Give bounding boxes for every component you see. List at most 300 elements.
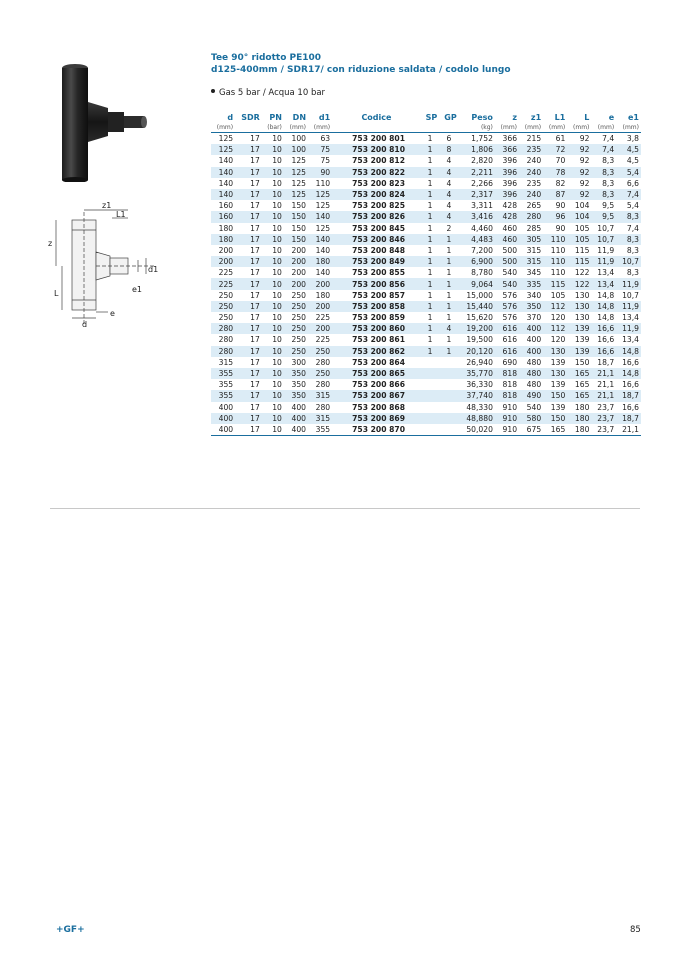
column-unit: (mm) (284, 123, 308, 133)
table-cell: 1 (427, 156, 433, 166)
table-cell: 753 200 849 (332, 256, 421, 267)
table-row (211, 323, 641, 334)
product-photo (50, 62, 160, 182)
technical-drawing (46, 200, 176, 330)
column-unit: (bar) (262, 123, 284, 133)
table-cell: 1 (421, 256, 440, 267)
table-cell: 20,120 (459, 346, 495, 357)
table-cell: 8,3 (602, 178, 615, 188)
table-cell: 200 (291, 268, 307, 278)
table-cell: 1 (446, 245, 452, 255)
table-cell: 340 (526, 290, 542, 300)
table-cell: 150 (284, 234, 308, 245)
table-cell: 350 (519, 301, 543, 312)
table-cell: 16,6 (622, 380, 639, 390)
table-cell: 17 (235, 234, 262, 245)
table-cell: 110 (543, 234, 567, 245)
table-cell: 10 (272, 268, 282, 278)
table-cell: 305 (519, 234, 543, 245)
table-cell: 180 (308, 256, 332, 267)
title-block (211, 52, 511, 76)
table-cell: 4,460 (471, 223, 493, 233)
table-cell: 280 (211, 346, 235, 357)
table-cell: 753 200 825 (352, 201, 405, 211)
table-cell: 75 (320, 156, 331, 166)
column-unit (439, 123, 458, 133)
column-unit: (mm) (591, 123, 616, 133)
table-cell: 139 (550, 357, 566, 367)
table-cell: 125 (284, 167, 308, 178)
table-cell: 200 (308, 278, 332, 289)
table-cell: 540 (502, 268, 518, 278)
table-cell: 335 (519, 278, 543, 289)
table-cell: 17 (250, 223, 260, 233)
table-cell: 345 (526, 268, 542, 278)
table-cell: 92 (579, 156, 590, 166)
label-z: z (48, 239, 53, 248)
table-cell: 139 (567, 323, 591, 334)
table-cell: 753 200 865 (332, 368, 421, 379)
table-cell: 6,6 (626, 178, 639, 188)
table-cell: 125 (315, 223, 331, 233)
table-cell: 200 (284, 278, 308, 289)
table-body (211, 133, 641, 436)
table-cell: 10 (272, 402, 282, 412)
column-header: d1 (318, 113, 331, 122)
pressure-note-text: Gas 5 bar / Acqua 10 bar (219, 88, 326, 98)
table-cell: 4,5 (626, 156, 639, 166)
table-row (211, 357, 641, 368)
table-cell: 23,7 (591, 413, 616, 424)
table-cell: 235 (526, 178, 542, 188)
table-cell: 200 (218, 245, 234, 255)
table-cell: 250 (211, 301, 235, 312)
table-cell: 400 (291, 402, 307, 412)
table-cell: 1 (439, 346, 458, 357)
label-e1: e1 (132, 285, 143, 294)
table-cell: 753 200 862 (332, 346, 421, 357)
table-cell: 10 (262, 413, 284, 424)
table-cell: 753 200 846 (332, 234, 421, 245)
table-cell: 480 (526, 380, 542, 390)
table-cell: 7,4 (616, 189, 641, 200)
table-row (211, 133, 641, 145)
table-row (211, 301, 641, 312)
table-row (211, 178, 641, 189)
table-cell: 355 (211, 368, 235, 379)
table-row (211, 278, 641, 289)
table-cell: 280 (315, 402, 331, 412)
table-cell: 1 (421, 234, 440, 245)
pressure-note (211, 88, 325, 98)
table-cell: 753 200 867 (332, 390, 421, 401)
table-cell: 8,3 (616, 211, 641, 222)
table-cell: 7,4 (602, 134, 615, 144)
table-cell: 1 (421, 323, 440, 334)
table-cell: 140 (308, 234, 332, 245)
table-cell: 100 (284, 144, 308, 155)
table-cell: 115 (574, 245, 590, 255)
table-row (211, 334, 641, 345)
table-cell: 92 (567, 189, 591, 200)
table-cell: 26,940 (466, 357, 493, 367)
table-cell: 165 (567, 368, 591, 379)
table-cell: 140 (308, 211, 332, 222)
table-cell: 90 (555, 201, 566, 211)
table-cell: 61 (555, 134, 566, 144)
table-cell: 1 (439, 278, 458, 289)
table-cell: 16,6 (622, 402, 639, 412)
table-cell: 6,900 (459, 256, 495, 267)
table-cell: 200 (291, 245, 307, 255)
table-cell: 180 (315, 290, 331, 300)
table-cell: 3,416 (459, 211, 495, 222)
table-cell: 115 (567, 256, 591, 267)
table-cell: 10 (272, 335, 282, 345)
table-cell: 120 (550, 335, 566, 345)
table-cell: 17 (250, 245, 260, 255)
table-cell: 16,6 (622, 357, 639, 367)
table-cell: 125 (315, 201, 331, 211)
table-cell: 17 (235, 413, 262, 424)
table-cell: 753 200 856 (332, 278, 421, 289)
table-cell: 910 (495, 424, 519, 436)
table-cell: 200 (284, 256, 308, 267)
label-d1: d1 (148, 265, 159, 274)
table-cell: 125 (291, 156, 307, 166)
table-cell: 1 (421, 189, 440, 200)
table-cell: 130 (543, 346, 567, 357)
table-cell (439, 379, 458, 390)
bullet-icon (211, 89, 215, 93)
table-cell: 125 (211, 144, 235, 155)
table-cell: 9,5 (602, 201, 615, 211)
table-cell: 10 (262, 189, 284, 200)
table-cell: 753 200 866 (352, 380, 405, 390)
table-cell: 7,200 (471, 245, 493, 255)
table-cell: 366 (495, 144, 519, 155)
table-cell: 104 (574, 201, 590, 211)
table-cell: 140 (218, 156, 234, 166)
table-cell: 7,4 (626, 223, 639, 233)
table-cell: 17 (235, 424, 262, 436)
table-row (211, 223, 641, 234)
table-cell: 15,000 (466, 290, 493, 300)
table-cell: 10 (272, 201, 282, 211)
table-cell: 75 (308, 144, 332, 155)
table-cell: 11,9 (616, 278, 641, 289)
table-cell: 753 200 868 (352, 402, 405, 412)
table-cell: 14,8 (616, 346, 641, 357)
product-title: Tee 90° ridotto PE100 (211, 53, 322, 63)
table-row (211, 189, 641, 200)
table-cell: 17 (250, 134, 260, 144)
table-cell: 17 (250, 290, 260, 300)
table-cell: 140 (315, 245, 331, 255)
table-cell: 92 (579, 178, 590, 188)
table-cell: 120 (550, 313, 566, 323)
table-cell: 3,311 (471, 201, 493, 211)
table-cell: 818 (495, 368, 519, 379)
table-cell: 250 (218, 313, 234, 323)
table-cell: 150 (543, 390, 567, 401)
table-cell: 250 (291, 313, 307, 323)
table-cell: 13,4 (622, 335, 639, 345)
table-row (211, 424, 641, 436)
table-cell: 396 (502, 156, 518, 166)
table-cell: 280 (315, 380, 331, 390)
table-cell: 753 200 824 (332, 189, 421, 200)
table-cell: 90 (308, 167, 332, 178)
table-cell: 165 (567, 390, 591, 401)
table-cell: 180 (574, 402, 590, 412)
table-cell: 8,3 (591, 189, 616, 200)
table-cell: 139 (550, 402, 566, 412)
table-cell: 350 (284, 368, 308, 379)
label-L1: L1 (116, 210, 126, 219)
table-cell: 576 (502, 313, 518, 323)
table-cell: 87 (543, 189, 567, 200)
column-unit: (mm) (567, 123, 591, 133)
table-cell: 10 (262, 346, 284, 357)
column-unit: (mm) (495, 123, 519, 133)
column-unit: (mm) (211, 123, 235, 133)
label-d: d (82, 320, 88, 329)
table-cell: 70 (555, 156, 566, 166)
table-cell: 400 (519, 323, 543, 334)
table-cell: 350 (291, 380, 307, 390)
table-row (211, 234, 641, 245)
table-cell: 180 (567, 424, 591, 436)
table-cell: 4 (439, 323, 458, 334)
table-cell: 90 (555, 223, 566, 233)
table-cell: 10 (272, 357, 282, 367)
table-cell: 13,4 (591, 278, 616, 289)
table-cell: 480 (519, 368, 543, 379)
table-cell: 92 (579, 134, 590, 144)
table-cell: 910 (502, 402, 518, 412)
table-cell: 11,9 (597, 245, 615, 255)
table-cell: 818 (502, 380, 518, 390)
table-cell (421, 357, 440, 368)
table-cell: 9,5 (591, 211, 616, 222)
table-cell: 1 (427, 290, 433, 300)
table-cell: 315 (218, 357, 234, 367)
table-cell: 140 (218, 178, 234, 188)
table-cell: 110 (550, 268, 566, 278)
table-cell: 130 (567, 301, 591, 312)
table-cell: 122 (567, 278, 591, 289)
table-cell: 8,3 (591, 167, 616, 178)
dimensions-table (211, 112, 641, 436)
label-z1: z1 (102, 201, 112, 210)
table-cell: 10 (272, 223, 282, 233)
table-cell: 500 (502, 245, 518, 255)
table-cell: 63 (320, 134, 331, 144)
table-cell: 10,7 (591, 234, 616, 245)
table-cell: 428 (495, 211, 519, 222)
table-cell: 2,266 (471, 178, 493, 188)
table-cell: 225 (211, 278, 235, 289)
table-cell: 1 (421, 167, 440, 178)
table-cell: 753 200 864 (352, 357, 405, 367)
table-cell: 130 (574, 313, 590, 323)
table-cell: 10 (272, 134, 282, 144)
table-cell (439, 413, 458, 424)
table-cell: 753 200 857 (352, 290, 405, 300)
table-cell: 105 (567, 234, 591, 245)
table-cell: 10,7 (616, 256, 641, 267)
table-cell: 5,4 (626, 201, 639, 211)
table-cell: 1 (421, 278, 440, 289)
table-cell: 753 200 859 (352, 313, 405, 323)
table-cell: 250 (218, 290, 234, 300)
table-cell: 17 (235, 323, 262, 334)
table-cell: 125 (284, 189, 308, 200)
column-header: d (227, 113, 234, 122)
table-cell: 17 (235, 144, 262, 155)
column-header: PN (269, 113, 282, 122)
table-cell: 92 (567, 167, 591, 178)
table-cell: 15,620 (466, 313, 493, 323)
page-number: 85 (630, 925, 641, 935)
table-cell: 1 (427, 268, 433, 278)
table-cell: 17 (235, 301, 262, 312)
table-cell: 355 (308, 424, 332, 436)
table-cell: 180 (211, 234, 235, 245)
table-cell: 122 (574, 268, 590, 278)
table-cell: 130 (543, 368, 567, 379)
table-cell: 580 (519, 413, 543, 424)
table-cell: 11,9 (591, 256, 616, 267)
table-cell: 4,5 (616, 144, 641, 155)
table-cell: 240 (519, 167, 543, 178)
table-cell: 753 200 848 (352, 245, 405, 255)
column-unit: (mm) (308, 123, 332, 133)
table-cell: 396 (495, 189, 519, 200)
table-cell: 2,317 (459, 189, 495, 200)
table-cell: 396 (495, 167, 519, 178)
table-cell: 11,9 (616, 301, 641, 312)
table-cell: 10 (262, 234, 284, 245)
table-cell: 10 (272, 178, 282, 188)
table-cell: 21,1 (597, 380, 615, 390)
table-cell: 110 (550, 245, 566, 255)
table-cell: 14,8 (616, 368, 641, 379)
table-cell: 10 (272, 380, 282, 390)
table-cell: 225 (218, 268, 234, 278)
table-cell: 370 (526, 313, 542, 323)
table-cell: 753 200 869 (332, 413, 421, 424)
table-cell: 1 (421, 144, 440, 155)
table-cell: 753 200 845 (352, 223, 405, 233)
table-cell (421, 379, 440, 390)
table-cell: 400 (284, 413, 308, 424)
table-cell: 16,6 (591, 323, 616, 334)
table-cell: 315 (308, 390, 332, 401)
column-unit: (kg) (459, 123, 495, 133)
table-cell: 10 (262, 278, 284, 289)
table-cell: 396 (502, 178, 518, 188)
table-cell (439, 424, 458, 436)
table-cell: 350 (284, 390, 308, 401)
column-header: L1 (554, 113, 566, 122)
table-cell: 10 (262, 144, 284, 155)
table-cell: 265 (526, 201, 542, 211)
table-cell: 37,740 (459, 390, 495, 401)
table-cell: 1 (439, 234, 458, 245)
table-cell: 7,4 (591, 144, 616, 155)
table-cell: 400 (218, 402, 234, 412)
table-cell: 112 (543, 323, 567, 334)
table-cell: 753 200 855 (352, 268, 405, 278)
table-cell: 100 (291, 134, 307, 144)
table-cell: 104 (567, 211, 591, 222)
table-cell: 21,1 (616, 424, 641, 436)
table-cell: 139 (567, 346, 591, 357)
table-cell: 4 (439, 167, 458, 178)
table-cell: 17 (250, 402, 260, 412)
table-row (211, 155, 641, 166)
table-cell: 18,7 (616, 390, 641, 401)
table-cell: 130 (574, 290, 590, 300)
column-header: e (608, 113, 615, 122)
table-cell: 17 (250, 201, 260, 211)
table-cell: 23,7 (597, 402, 615, 412)
table-cell: 235 (519, 144, 543, 155)
table-cell: 17 (250, 380, 260, 390)
table-cell: 15,440 (459, 301, 495, 312)
table-row (211, 256, 641, 267)
table-row (211, 413, 641, 424)
table-cell: 753 200 822 (332, 167, 421, 178)
table-cell: 280 (315, 357, 331, 367)
table-cell: 250 (284, 323, 308, 334)
gf-logo: +GF+ (56, 925, 85, 935)
table-row (211, 167, 641, 178)
table-cell: 1 (427, 335, 433, 345)
table-cell: 105 (550, 290, 566, 300)
table-cell: 1 (446, 335, 452, 345)
table-cell: 250 (284, 346, 308, 357)
table-row (211, 245, 641, 256)
table-cell: 150 (291, 223, 307, 233)
table-cell: 280 (211, 323, 235, 334)
table-cell: 753 200 860 (332, 323, 421, 334)
table-row (211, 390, 641, 401)
table-cell: 753 200 810 (332, 144, 421, 155)
table-cell (439, 368, 458, 379)
table-cell: 8,3 (616, 234, 641, 245)
table-cell: 13,4 (597, 268, 615, 278)
column-header: e1 (628, 113, 639, 122)
column-unit (332, 123, 421, 133)
table-cell: 1,752 (471, 134, 493, 144)
table-cell: 490 (519, 390, 543, 401)
table-cell: 400 (211, 413, 235, 424)
section-divider (50, 508, 640, 509)
table-cell: 428 (502, 201, 518, 211)
table-cell: 10,7 (622, 290, 639, 300)
table-cell: 21,1 (591, 368, 616, 379)
table-cell: 96 (543, 211, 567, 222)
table-cell: 250 (284, 301, 308, 312)
table-cell: 285 (526, 223, 542, 233)
table-cell: 17 (235, 211, 262, 222)
table-units-row (211, 123, 641, 133)
table-row (211, 200, 641, 211)
table-cell: 1 (427, 201, 433, 211)
